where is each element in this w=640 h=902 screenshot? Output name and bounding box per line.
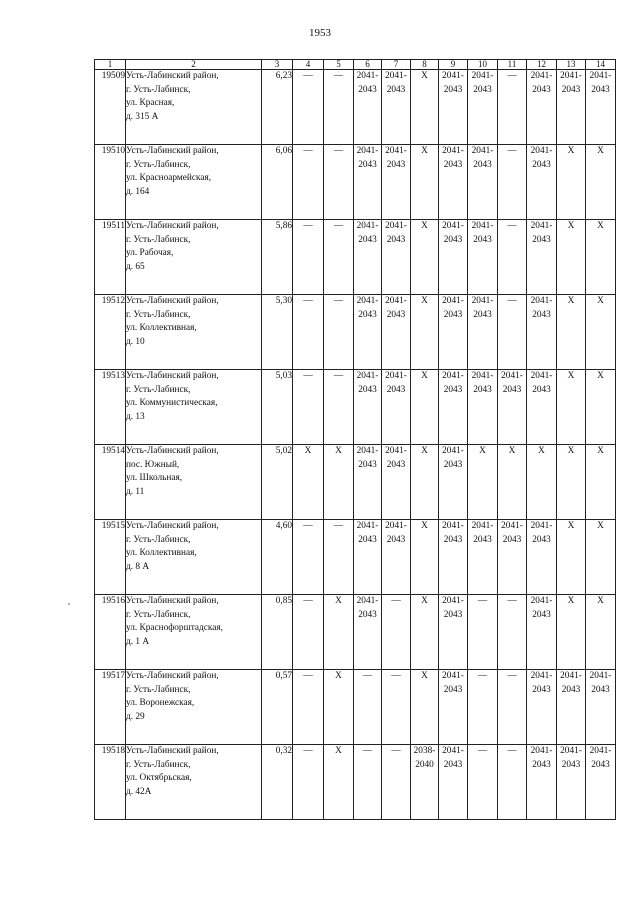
year-cell: 2041- 2043 bbox=[439, 220, 468, 295]
year-cell: 2041- 2043 bbox=[439, 145, 468, 220]
year-cell: 2041- 2043 bbox=[586, 670, 616, 745]
year-cell: X bbox=[468, 445, 498, 520]
row-number: 19510 bbox=[95, 145, 126, 220]
column-header: 7 bbox=[382, 60, 411, 70]
year-cell: — bbox=[324, 520, 354, 595]
year-cell: 2041- 2043 bbox=[354, 145, 382, 220]
table-row bbox=[95, 595, 616, 670]
year-cell: — bbox=[468, 745, 498, 820]
year-cell: X bbox=[324, 670, 354, 745]
year-cell: 2041- 2043 bbox=[557, 70, 586, 145]
year-cell: 2041- 2043 bbox=[382, 370, 411, 445]
year-cell: 2041- 2043 bbox=[382, 220, 411, 295]
year-cell: 2041- 2043 bbox=[527, 670, 557, 745]
year-cell: X bbox=[586, 370, 616, 445]
year-cell: — bbox=[324, 295, 354, 370]
registry-table bbox=[94, 59, 616, 820]
table-row bbox=[95, 520, 616, 595]
year-cell: 2041- 2043 bbox=[557, 745, 586, 820]
year-cell: — bbox=[293, 520, 324, 595]
year-cell: X bbox=[411, 370, 439, 445]
year-cell: X bbox=[411, 295, 439, 370]
address-cell: Усть-Лабинский район, пос. Южный, ул. Школьная, д. 11 bbox=[126, 445, 262, 520]
table-row bbox=[95, 145, 616, 220]
year-cell: — bbox=[293, 220, 324, 295]
year-cell: — bbox=[498, 595, 527, 670]
year-cell: X bbox=[411, 220, 439, 295]
year-cell: 2041- 2043 bbox=[586, 70, 616, 145]
year-cell: 2041- 2043 bbox=[382, 145, 411, 220]
column-header: 8 bbox=[411, 60, 439, 70]
value-cell: 5,02 bbox=[262, 445, 293, 520]
year-cell: 2041- 2043 bbox=[527, 145, 557, 220]
year-cell: — bbox=[354, 745, 382, 820]
year-cell: 2041- 2043 bbox=[586, 745, 616, 820]
year-cell: — bbox=[498, 145, 527, 220]
year-cell: 2041- 2043 bbox=[354, 520, 382, 595]
year-cell: — bbox=[498, 745, 527, 820]
year-cell: X bbox=[586, 295, 616, 370]
value-cell: 0,85 bbox=[262, 595, 293, 670]
year-cell: X bbox=[411, 670, 439, 745]
table-row bbox=[95, 445, 616, 520]
year-cell: 2041- 2043 bbox=[354, 70, 382, 145]
year-cell: 2041- 2043 bbox=[439, 295, 468, 370]
row-number: 19517 bbox=[95, 670, 126, 745]
year-cell: 2041- 2043 bbox=[498, 370, 527, 445]
year-cell: — bbox=[498, 220, 527, 295]
value-cell: 0,32 bbox=[262, 745, 293, 820]
year-cell: X bbox=[498, 445, 527, 520]
column-header: 4 bbox=[293, 60, 324, 70]
address-cell: Усть-Лабинский район, г. Усть-Лабинск, ул. Коллективная, д. 10 bbox=[126, 295, 262, 370]
year-cell: 2041- 2043 bbox=[382, 520, 411, 595]
year-cell: 2041- 2043 bbox=[498, 520, 527, 595]
year-cell: 2041- 2043 bbox=[382, 70, 411, 145]
row-number: 19511 bbox=[95, 220, 126, 295]
year-cell: X bbox=[557, 445, 586, 520]
table-row bbox=[95, 220, 616, 295]
year-cell: — bbox=[293, 145, 324, 220]
year-cell: — bbox=[293, 595, 324, 670]
year-cell: 2041- 2043 bbox=[439, 745, 468, 820]
year-cell: — bbox=[324, 145, 354, 220]
year-cell: 2041- 2043 bbox=[468, 145, 498, 220]
header-row bbox=[95, 60, 616, 70]
row-number: 19518 bbox=[95, 745, 126, 820]
year-cell: X bbox=[557, 520, 586, 595]
year-cell: 2041- 2043 bbox=[557, 670, 586, 745]
year-cell: 2041- 2043 bbox=[354, 595, 382, 670]
year-cell: 2041- 2043 bbox=[439, 595, 468, 670]
row-number: 19514 bbox=[95, 445, 126, 520]
value-cell: 5,03 bbox=[262, 370, 293, 445]
year-cell: X bbox=[557, 220, 586, 295]
year-cell: 2041- 2043 bbox=[354, 295, 382, 370]
year-cell: X bbox=[324, 745, 354, 820]
address-cell: Усть-Лабинский район, г. Усть-Лабинск, ул. Коллективная, д. 8 А bbox=[126, 520, 262, 595]
year-cell: 2041- 2043 bbox=[527, 370, 557, 445]
year-cell: 2041- 2043 bbox=[439, 370, 468, 445]
year-cell: X bbox=[557, 145, 586, 220]
year-cell: X bbox=[586, 220, 616, 295]
year-cell: — bbox=[382, 670, 411, 745]
year-cell: 2041- 2043 bbox=[382, 295, 411, 370]
year-cell: — bbox=[498, 70, 527, 145]
year-cell: X bbox=[293, 445, 324, 520]
year-cell: X bbox=[586, 595, 616, 670]
year-cell: 2041- 2043 bbox=[468, 70, 498, 145]
address-cell: Усть-Лабинский район, г. Усть-Лабинск, ул. Красноармейская, д. 164 bbox=[126, 145, 262, 220]
year-cell: 2041- 2043 bbox=[354, 370, 382, 445]
table-row bbox=[95, 670, 616, 745]
year-cell: 2041- 2043 bbox=[468, 220, 498, 295]
year-cell: X bbox=[411, 445, 439, 520]
value-cell: 6,23 bbox=[262, 70, 293, 145]
year-cell: X bbox=[557, 370, 586, 445]
column-header: 11 bbox=[498, 60, 527, 70]
year-cell: X bbox=[324, 595, 354, 670]
address-cell: Усть-Лабинский район, г. Усть-Лабинск, ул. Воронежская, д. 29 bbox=[126, 670, 262, 745]
year-cell: 2041- 2043 bbox=[439, 70, 468, 145]
column-header: 6 bbox=[354, 60, 382, 70]
column-header: 1 bbox=[95, 60, 126, 70]
value-cell: 0,57 bbox=[262, 670, 293, 745]
address-cell: Усть-Лабинский район, г. Усть-Лабинск, ул. Рабочая, д. 65 bbox=[126, 220, 262, 295]
year-cell: 2041- 2043 bbox=[527, 520, 557, 595]
year-cell: 2041- 2043 bbox=[527, 595, 557, 670]
value-cell: 5,86 bbox=[262, 220, 293, 295]
table-row bbox=[95, 745, 616, 820]
year-cell: — bbox=[293, 370, 324, 445]
year-cell: X bbox=[586, 520, 616, 595]
table-row bbox=[95, 70, 616, 145]
year-cell: 2041- 2043 bbox=[468, 520, 498, 595]
year-cell: — bbox=[468, 595, 498, 670]
year-cell: — bbox=[293, 70, 324, 145]
value-cell: 6,06 bbox=[262, 145, 293, 220]
year-cell: — bbox=[293, 670, 324, 745]
year-cell: — bbox=[382, 745, 411, 820]
year-cell: 2041- 2043 bbox=[439, 520, 468, 595]
address-cell: Усть-Лабинский район, г. Усть-Лабинск, ул. Краснофорштадская, д. 1 А bbox=[126, 595, 262, 670]
column-header: 13 bbox=[557, 60, 586, 70]
year-cell: — bbox=[382, 595, 411, 670]
scan-speck bbox=[68, 603, 70, 605]
year-cell: 2041- 2043 bbox=[468, 370, 498, 445]
column-header: 3 bbox=[262, 60, 293, 70]
year-cell: — bbox=[498, 295, 527, 370]
year-cell: 2041- 2043 bbox=[527, 295, 557, 370]
row-number: 19509 bbox=[95, 70, 126, 145]
year-cell: — bbox=[324, 220, 354, 295]
year-cell: X bbox=[586, 145, 616, 220]
year-cell: 2041- 2043 bbox=[382, 445, 411, 520]
year-cell: — bbox=[324, 70, 354, 145]
value-cell: 5,30 bbox=[262, 295, 293, 370]
table-row bbox=[95, 295, 616, 370]
year-cell: 2041- 2043 bbox=[527, 745, 557, 820]
address-cell: Усть-Лабинский район, г. Усть-Лабинск, ул. Красная, д. 315 А bbox=[126, 70, 262, 145]
year-cell: X bbox=[411, 70, 439, 145]
year-cell: — bbox=[293, 745, 324, 820]
year-cell: X bbox=[324, 445, 354, 520]
year-cell: X bbox=[411, 520, 439, 595]
year-cell: 2041- 2043 bbox=[354, 445, 382, 520]
year-cell: 2038- 2040 bbox=[411, 745, 439, 820]
year-cell: — bbox=[498, 670, 527, 745]
year-cell: X bbox=[411, 145, 439, 220]
column-header: 12 bbox=[527, 60, 557, 70]
year-cell: — bbox=[324, 370, 354, 445]
address-cell: Усть-Лабинский район, г. Усть-Лабинск, ул. Октябрьская, д. 42А bbox=[126, 745, 262, 820]
page-number: 1953 bbox=[309, 27, 331, 39]
year-cell: 2041- 2043 bbox=[439, 445, 468, 520]
address-cell: Усть-Лабинский район, г. Усть-Лабинск, ул. Коммунистическая, д. 13 bbox=[126, 370, 262, 445]
row-number: 19513 bbox=[95, 370, 126, 445]
column-header: 10 bbox=[468, 60, 498, 70]
row-number: 19515 bbox=[95, 520, 126, 595]
row-number: 19516 bbox=[95, 595, 126, 670]
year-cell: X bbox=[557, 595, 586, 670]
year-cell: X bbox=[411, 595, 439, 670]
table-row bbox=[95, 370, 616, 445]
column-header: 14 bbox=[586, 60, 616, 70]
year-cell: — bbox=[293, 295, 324, 370]
year-cell: — bbox=[354, 670, 382, 745]
year-cell: — bbox=[468, 670, 498, 745]
row-number: 19512 bbox=[95, 295, 126, 370]
column-header: 9 bbox=[439, 60, 468, 70]
value-cell: 4,60 bbox=[262, 520, 293, 595]
column-header: 2 bbox=[126, 60, 262, 70]
year-cell: X bbox=[586, 445, 616, 520]
year-cell: 2041- 2043 bbox=[468, 295, 498, 370]
year-cell: 2041- 2043 bbox=[354, 220, 382, 295]
column-header: 5 bbox=[324, 60, 354, 70]
year-cell: X bbox=[557, 295, 586, 370]
year-cell: 2041- 2043 bbox=[527, 70, 557, 145]
year-cell: 2041- 2043 bbox=[439, 670, 468, 745]
year-cell: 2041- 2043 bbox=[527, 220, 557, 295]
year-cell: X bbox=[527, 445, 557, 520]
